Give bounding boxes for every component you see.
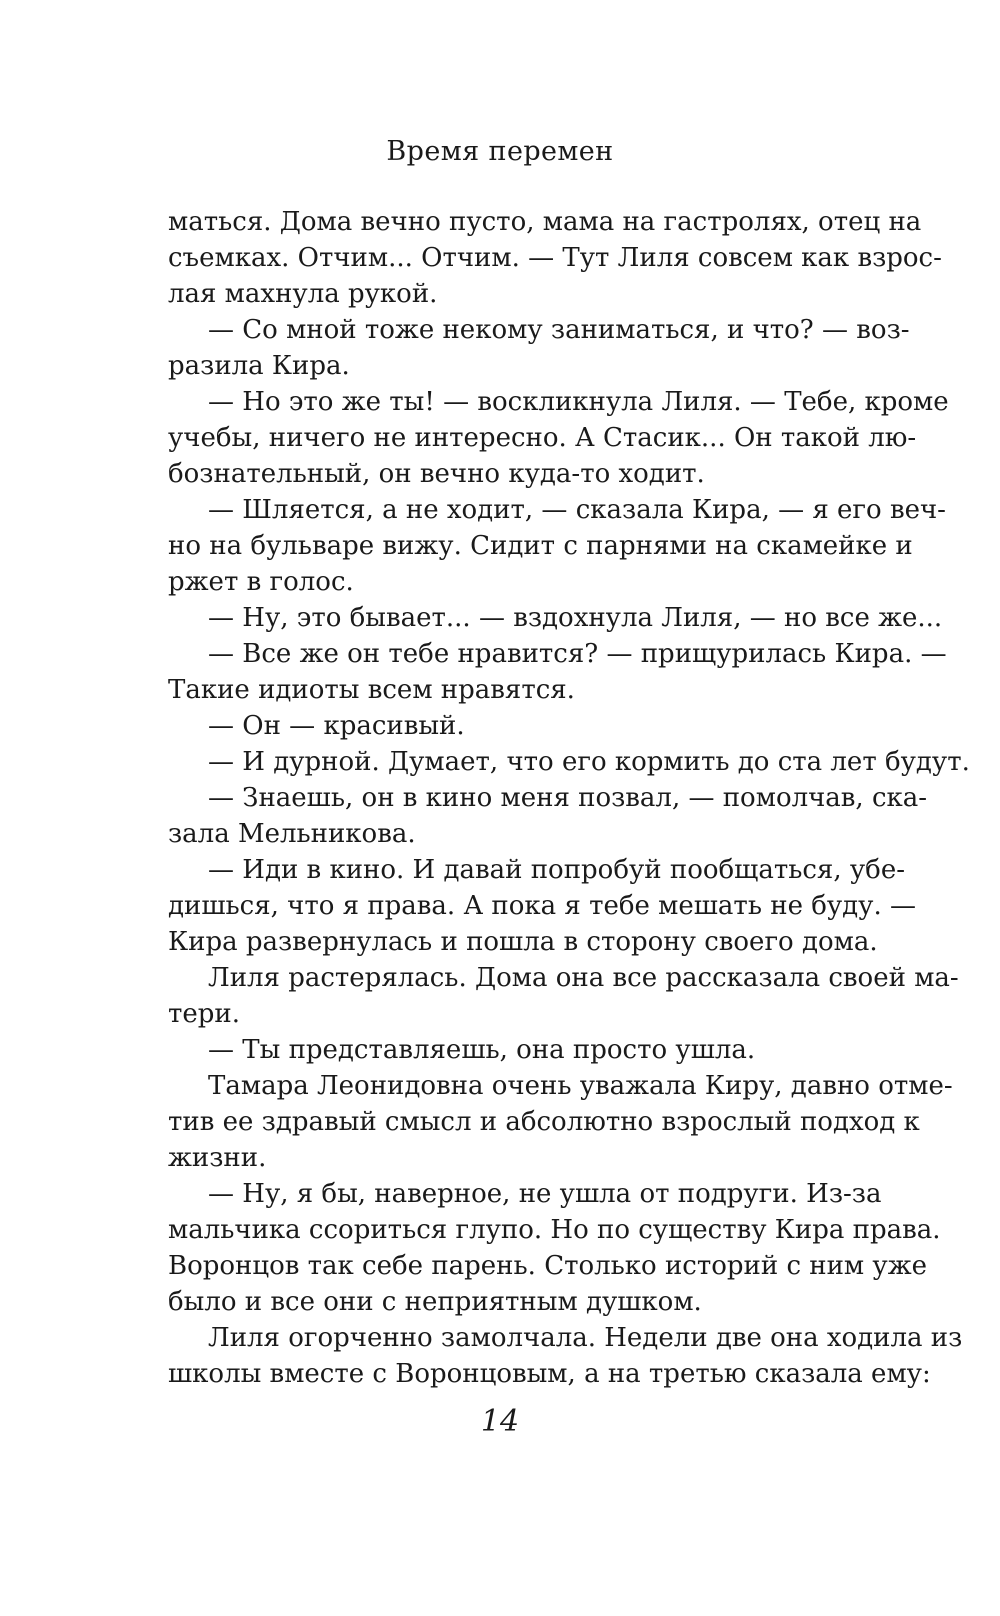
- text-line: — Иди в кино. И давай попробуй пообщаться, убе-: [208, 855, 905, 885]
- text-line: — Со мной тоже некому заниматься, и что? — воз-: [208, 315, 910, 345]
- text-line: — Но это же ты! — воскликнула Лиля. — Тебе, кроме: [208, 387, 949, 417]
- page-number: 14: [480, 1404, 520, 1439]
- text-line: Тамара Леонидовна очень уважала Киру, давно отме-: [208, 1071, 953, 1101]
- text-line: — И дурной. Думает, что его кормить до ста лет будут.: [208, 747, 970, 777]
- text-line: маться. Дома вечно пусто, мама на гастролях, отец на: [168, 207, 922, 237]
- text-line: было и все они с неприятным душком.: [168, 1287, 702, 1317]
- text-line: тив ее здравый смысл и абсолютно взрослый подход к: [168, 1107, 920, 1137]
- text-line: мальчика ссориться глупо. Но по существу Кира права.: [168, 1215, 941, 1245]
- text-line: но на бульваре вижу. Сидит с парнями на скамейке и: [168, 531, 913, 561]
- text-line: Кира развернулась и пошла в сторону своего дома.: [168, 927, 878, 957]
- text-line: Такие идиоты всем нравятся.: [168, 675, 575, 705]
- text-line: дишься, что я права. А пока я тебе мешать не буду. —: [168, 891, 917, 921]
- text-line: съемках. Отчим... Отчим. — Тут Лиля совсем как взрос-: [168, 243, 942, 273]
- text-line: ржет в голос.: [168, 567, 354, 597]
- text-line: лая махнула рукой.: [168, 279, 438, 309]
- text-line: — Шляется, а не ходит, — сказала Кира, — я его веч-: [208, 495, 946, 525]
- text-line: — Он — красивый.: [208, 711, 465, 741]
- text-line: жизни.: [168, 1143, 267, 1173]
- text-line: зала Мельникова.: [168, 819, 416, 849]
- text-line: — Ну, я бы, наверное, не ушла от подруги. Из-за: [208, 1179, 882, 1209]
- running-title: Время перемен: [386, 136, 614, 167]
- text-line: тери.: [168, 999, 241, 1029]
- text-line: — Ну, это бывает... — вздохнула Лиля, — но все же...: [208, 603, 943, 633]
- text-line: бознательный, он вечно куда-то ходит.: [168, 459, 705, 489]
- body-text: [168, 204, 970, 1392]
- text-line: учебы, ничего не интересно. А Стасик... Он такой лю-: [168, 423, 917, 453]
- text-line: Лиля огорченно замолчала. Недели две она ходила из: [208, 1323, 963, 1353]
- text-line: — Ты представляешь, она просто ушла.: [208, 1035, 756, 1065]
- text-line: Воронцов так себе парень. Столько историй с ним уже: [168, 1251, 928, 1281]
- text-line: Лиля растерялась. Дома она все рассказала своей ма-: [208, 963, 959, 993]
- text-line: разила Кира.: [168, 351, 350, 381]
- text-line: — Знаешь, он в кино меня позвал, — помолчав, ска-: [208, 783, 928, 813]
- text-line: школы вместе с Воронцовым, а на третью сказала ему:: [168, 1359, 931, 1389]
- text-line: — Все же он тебе нравится? — прищурилась Кира. —: [208, 639, 947, 669]
